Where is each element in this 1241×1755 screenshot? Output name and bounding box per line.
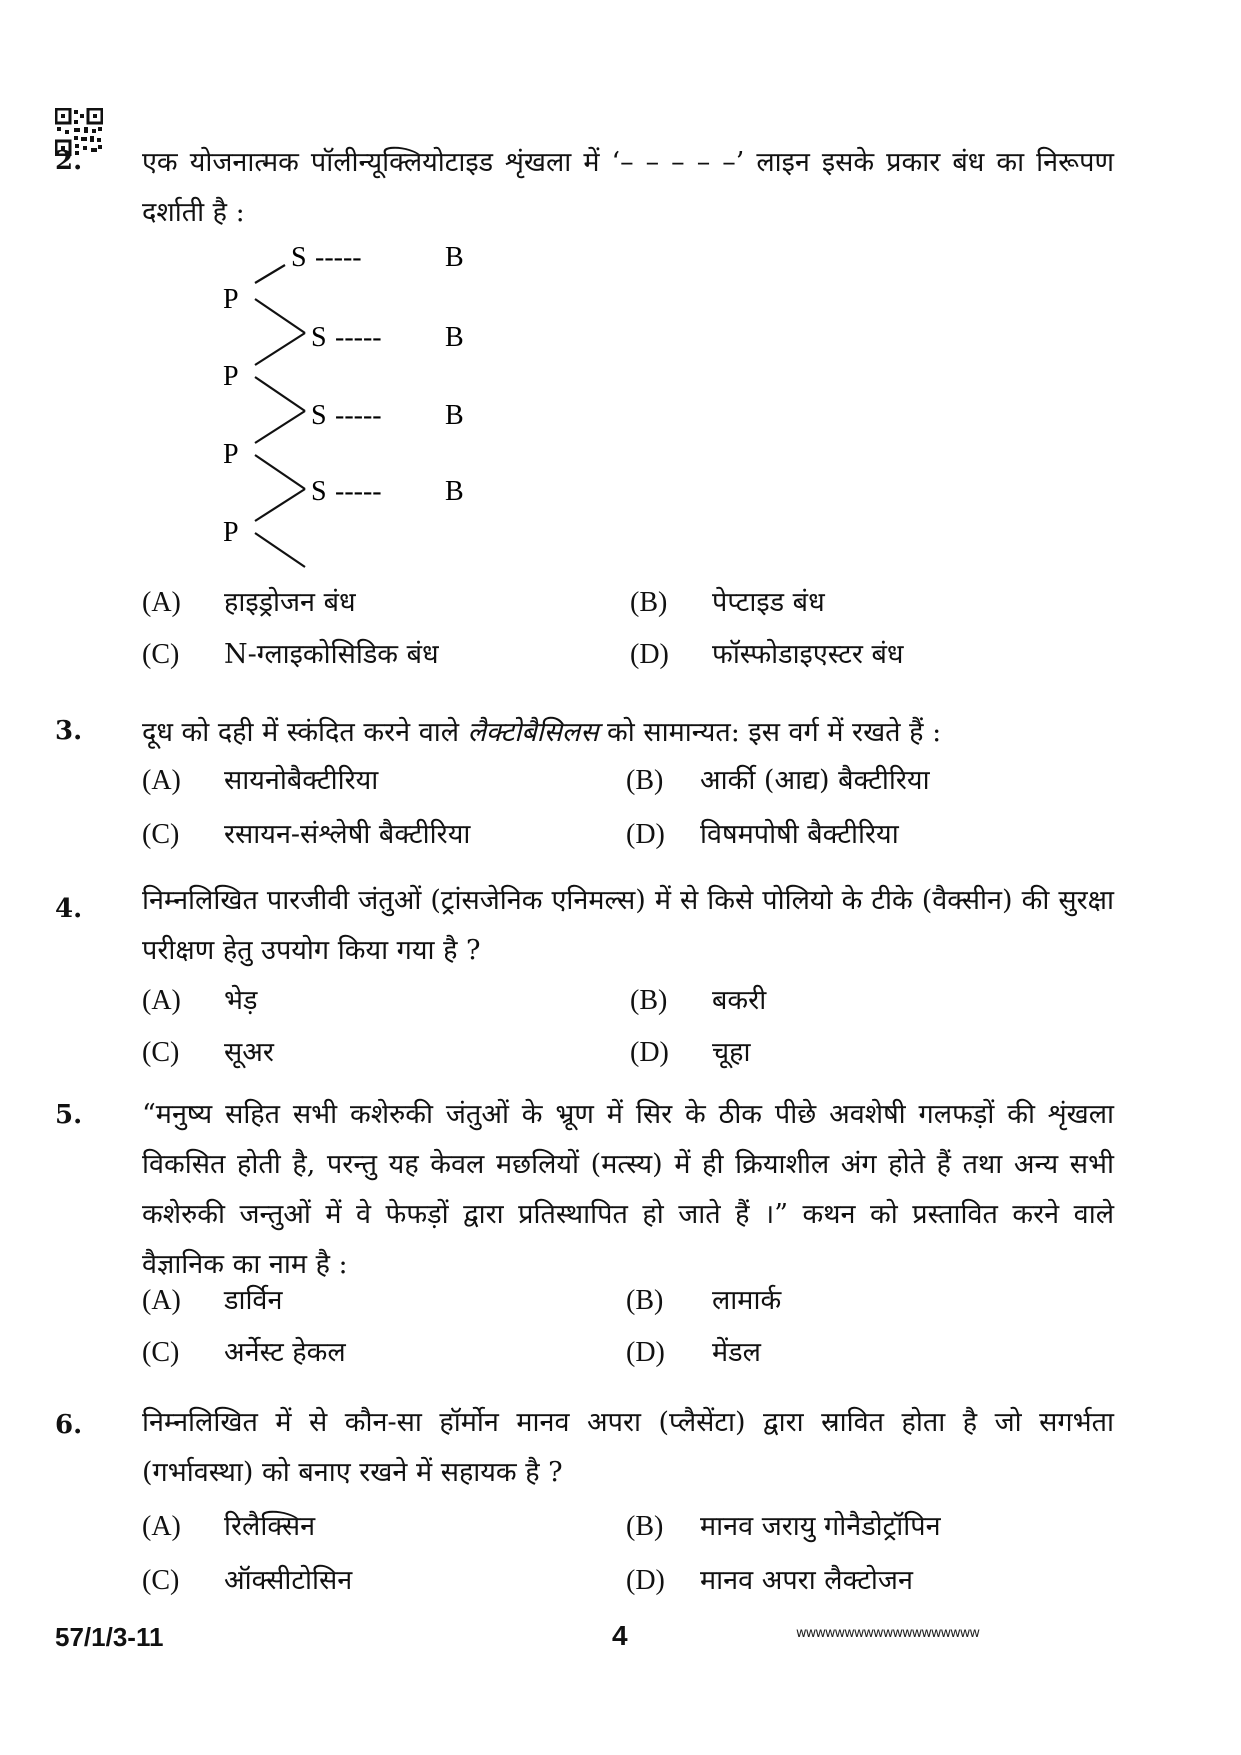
security-squiggle: wwwwwwwwwwwwwwwwwww [796, 1626, 980, 1641]
base-label: B [445, 476, 464, 507]
option-d: (D) मानव अपरा लैक्टोजन [626, 1565, 913, 1596]
question-text: निम्नलिखित में से कौन-सा हॉर्मोन मानव अपरा (प्लैसेंटा) द्वारा स्रावित होता है जो सगर्भता (गर्भावस्था) को बनाए रखने में सहायक है ? [142, 1407, 1114, 1488]
option-a: (A) डार्विन [142, 1285, 283, 1316]
option-d: (D) विषमपोषी बैक्टीरिया [626, 819, 899, 850]
option-b: (B) आर्की (आद्य) बैक्टीरिया [626, 765, 930, 796]
sugar-label: S [311, 322, 327, 353]
question-number: 3. [55, 716, 83, 746]
base-label: B [445, 400, 464, 431]
option-b: (B) पेप्टाइड बंध [630, 587, 825, 618]
option-d: (D) फॉस्फोडाइएस्टर बंध [630, 639, 904, 670]
option-d: (D) चूहा [630, 1037, 751, 1068]
option-a: (A) रिलैक्सिन [142, 1511, 316, 1542]
question-text: “मनुष्य सहित सभी कशेरुकी जंतुओं के भ्रूण में सिर के ठीक पीछे अवशेषी गलफड़ों की शृंखला विकसित होती है, परन्तु यह केवल मछलियों (मत्स्य) में ही क्रियाशील अंग होते हैं तथा अन्य सभी कशेरुकी जन्तुओं में वे फेफड़ों द्वारा प्रतिस्थापित हो जाते हैं ।” कथन को प्रस्तावित करने वाले वैज्ञानिक का नाम है : [142, 1099, 1114, 1280]
phosphate-label: P [223, 284, 239, 315]
sugar-label: S [311, 400, 327, 431]
polynucleotide-diagram [215, 235, 475, 575]
option-a: (A) सायनोबैक्टीरिया [142, 765, 379, 796]
phosphate-label: P [223, 361, 239, 392]
question-number: 6. [55, 1410, 83, 1440]
bond-dash: ----- [315, 242, 362, 273]
phosphate-label: P [223, 439, 239, 470]
question-text: दूध को दही में स्कंदित करने वाले लैक्टोबैसिलस को सामान्यत: इस वर्ग में रखते हैं : [142, 717, 942, 748]
sugar-label: S [311, 476, 327, 507]
bond-dash: ----- [335, 322, 382, 353]
phosphate-label: P [223, 517, 239, 548]
option-a: (A) भेड़ [142, 985, 258, 1016]
bond-dash: ----- [335, 476, 382, 507]
option-c: (C) ऑक्सीटोसिन [142, 1565, 353, 1596]
question-text: निम्नलिखित पारजीवी जंतुओं (ट्रांसजेनिक एनिमल्स) में से किसे पोलियो के टीके (वैक्सीन) की सुरक्षा परीक्षण हेतु उपयोग किया गया है ? [142, 885, 1114, 966]
base-label: B [445, 322, 464, 353]
paper-code: 57/1/3-11 [55, 1622, 164, 1652]
option-c: (C) सूअर [142, 1037, 274, 1068]
option-b: (B) लामार्क [626, 1285, 782, 1316]
base-label: B [445, 242, 464, 273]
option-b: (B) मानव जरायु गोनैडोट्रॉपिन [626, 1511, 941, 1542]
option-b: (B) बकरी [630, 985, 767, 1016]
italic-term: लैक्टोबैसिलस [467, 717, 599, 748]
sugar-label: S [291, 242, 307, 273]
question-number: 4. [55, 894, 83, 924]
page-number: 4 [612, 1620, 628, 1651]
option-d: (D) मेंडल [626, 1337, 761, 1368]
option-c: (C) रसायन-संश्लेषी बैक्टीरिया [142, 819, 471, 850]
option-c: (C) अर्नेस्ट हेकल [142, 1337, 346, 1368]
question-number: 5. [55, 1100, 83, 1130]
question-number: 2. [55, 146, 83, 176]
option-a: (A) हाइड्रोजन बंध [142, 587, 356, 618]
bond-dash: ----- [335, 400, 382, 431]
question-text: एक योजनात्मक पॉलीन्यूक्लियोटाइड शृंखला में ‘– – – – –’ लाइन इसके प्रकार बंध का निरूपण दर्शाती है : [142, 147, 1114, 228]
option-c: (C) N-ग्लाइकोसिडिक बंध [142, 639, 439, 670]
